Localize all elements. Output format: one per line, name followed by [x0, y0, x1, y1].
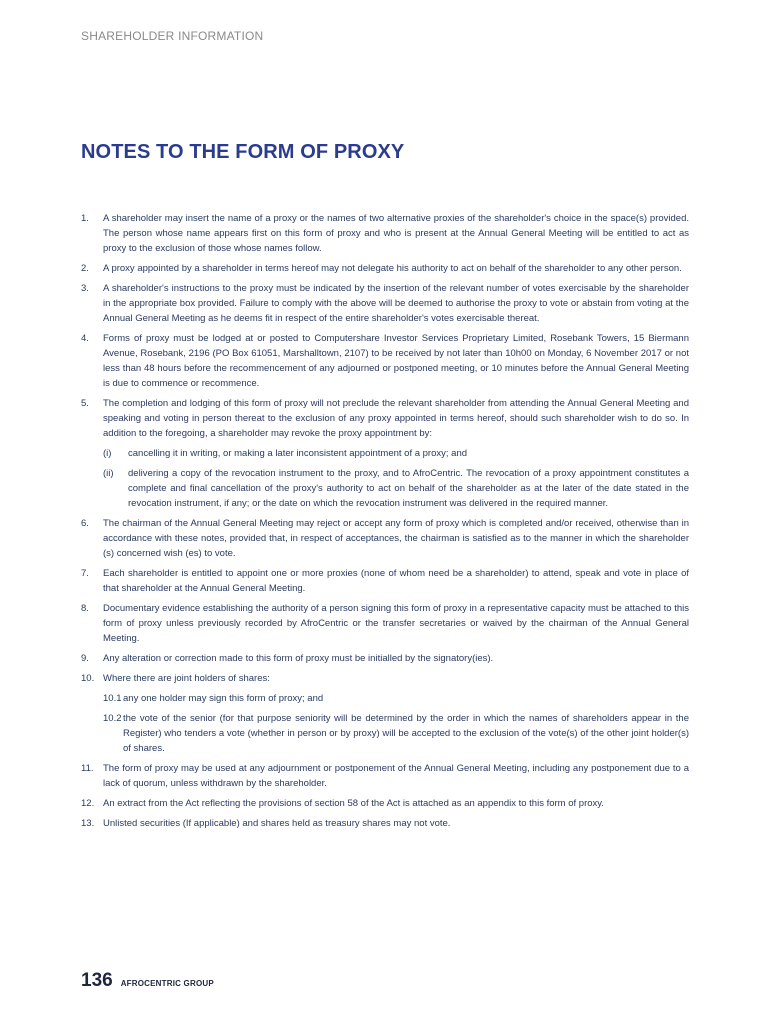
note-number: 11. — [81, 763, 94, 774]
note-number: 5. — [81, 398, 89, 409]
note-item — [81, 671, 689, 756]
note-item — [81, 651, 689, 666]
note-text: The completion and lodging of this form of proxy will not preclude the relevant shareholder from attending the Annual General Meeting and speaking and voting in person thereat to the exclusion of any proxy appointed in terms hereof, should such shareholder wish to do so. In addition to the foregoing, a shareholder may revoke the proxy appointment by: — [103, 398, 689, 439]
note-text: An extract from the Act reflecting the provisions of section 58 of the Act is attached as an appendix to this form of proxy. — [103, 798, 604, 809]
footer-label: AFROCENTRIC GROUP — [120, 979, 214, 988]
sub-item-number: 10.1 — [103, 693, 122, 704]
note-text: Unlisted securities (If applicable) and shares held as treasury shares may not vote. — [103, 818, 451, 829]
note-item — [81, 331, 689, 391]
sub-item — [103, 691, 689, 706]
page-footer — [81, 970, 214, 992]
note-number: 10. — [81, 673, 95, 684]
sub-item-number: (ii) — [103, 468, 114, 479]
page-number: 136 — [81, 970, 113, 991]
note-item — [81, 761, 689, 791]
note-number: 4. — [81, 333, 89, 344]
sub-item-number: 10.2 — [103, 713, 122, 724]
note-text: A shareholder's instructions to the proxy must be indicated by the insertion of the relevant number of votes exercisable by the shareholder in the appropriate box provided. Failure to comply with the above will be deemed to authorise the proxy to vote or abstain from voting at the Annual General Meeting as he deems fit in respect of the entire shareholder's votes exercisable thereat. — [103, 283, 689, 324]
note-text: Forms of proxy must be lodged at or posted to Computershare Investor Services Proprietary Limited, Rosebank Towers, 15 Biermann Avenue, Rosebank, 2196 (PO Box 61051, Marshalltown, 2107) to be received by not later than 10h00 on Monday, 6 November 2017 or not less than 48 hours before the recommencement of any adjourned or postponed meeting, or 10 minutes before the Annual General Meeting is due to commence or recommence. — [103, 333, 689, 389]
note-item — [81, 396, 689, 511]
sub-item — [103, 446, 689, 461]
sub-item-text: cancelling it in writing, or making a later inconsistent appointment of a proxy; and — [128, 448, 468, 459]
notes-list — [81, 211, 689, 836]
sub-item — [103, 466, 689, 511]
note-item — [81, 601, 689, 646]
note-item — [81, 816, 689, 831]
note-text: Any alteration or correction made to this form of proxy must be initialled by the signatory(ies). — [103, 653, 494, 664]
note-text: Where there are joint holders of shares: — [103, 673, 270, 684]
note-text: The chairman of the Annual General Meeting may reject or accept any form of proxy which is completed and/or received, otherwise than in accordance with these notes, provided that, in respect of acceptances, the chairman is satisfied as to the manner in which the shareholder (s) concerned wish (es) to vote. — [103, 518, 689, 559]
sub-item-number: (i) — [103, 448, 112, 459]
note-text: A proxy appointed by a shareholder in terms hereof may not delegate his authority to act on behalf of the shareholder to any other person. — [103, 263, 682, 274]
note-item — [81, 516, 689, 561]
note-number: 1. — [81, 213, 89, 224]
note-text: Each shareholder is entitled to appoint one or more proxies (none of whom need be a shareholder) to attend, speak and vote in place of that shareholder at the Annual General Meeting. — [103, 568, 689, 594]
note-text: A shareholder may insert the name of a proxy or the names of two alternative proxies of the shareholder's choice in the space(s) provided. The person whose name appears first on this form of proxy and who is present at the Annual General Meeting will be entitled to act as proxy to the exclusion of those whose names follow. — [103, 213, 689, 254]
page-title: NOTES TO THE FORM OF PROXY — [81, 141, 405, 163]
note-item — [81, 261, 689, 276]
sub-item-text: the vote of the senior (for that purpose seniority will be determined by the order in which the names of shareholders appear in the Register) who tenders a vote (whether in person or by proxy) will be accepted to the exclusion of the vote(s) of the other joint holder(s) of shares. — [123, 713, 689, 754]
note-text: The form of proxy may be used at any adjournment or postponement of the Annual General Meeting, including any postponement due to a lack of quorum, unless withdrawn by the shareholder. — [103, 763, 689, 789]
note-number: 12. — [81, 798, 95, 809]
note-item — [81, 566, 689, 596]
note-number: 7. — [81, 568, 89, 579]
note-item — [81, 211, 689, 256]
sub-item-text: any one holder may sign this form of proxy; and — [123, 693, 324, 704]
note-item — [81, 796, 689, 811]
note-text: Documentary evidence establishing the authority of a person signing this form of proxy in a representative capacity must be attached to this form of proxy unless previously recorded by AfroCentric or the transfer secretaries or waived by the chairman of the Annual General Meeting. — [103, 603, 689, 644]
note-number: 2. — [81, 263, 89, 274]
note-number: 3. — [81, 283, 89, 294]
sub-item — [103, 711, 689, 756]
sub-item-text: delivering a copy of the revocation instrument to the proxy, and to AfroCentric. The revocation of a proxy appointment constitutes a complete and final cancellation of the proxy's authority to act on behalf of the shareholder as at the later of the date stated in the revocation instrument, if any; or the date on which the revocation instrument was delivered in the required manner. — [128, 468, 689, 509]
running-header: SHAREHOLDER INFORMATION — [81, 29, 264, 43]
note-number: 13. — [81, 818, 95, 829]
note-number: 6. — [81, 518, 89, 529]
note-number: 8. — [81, 603, 89, 614]
note-item — [81, 281, 689, 326]
note-number: 9. — [81, 653, 89, 664]
